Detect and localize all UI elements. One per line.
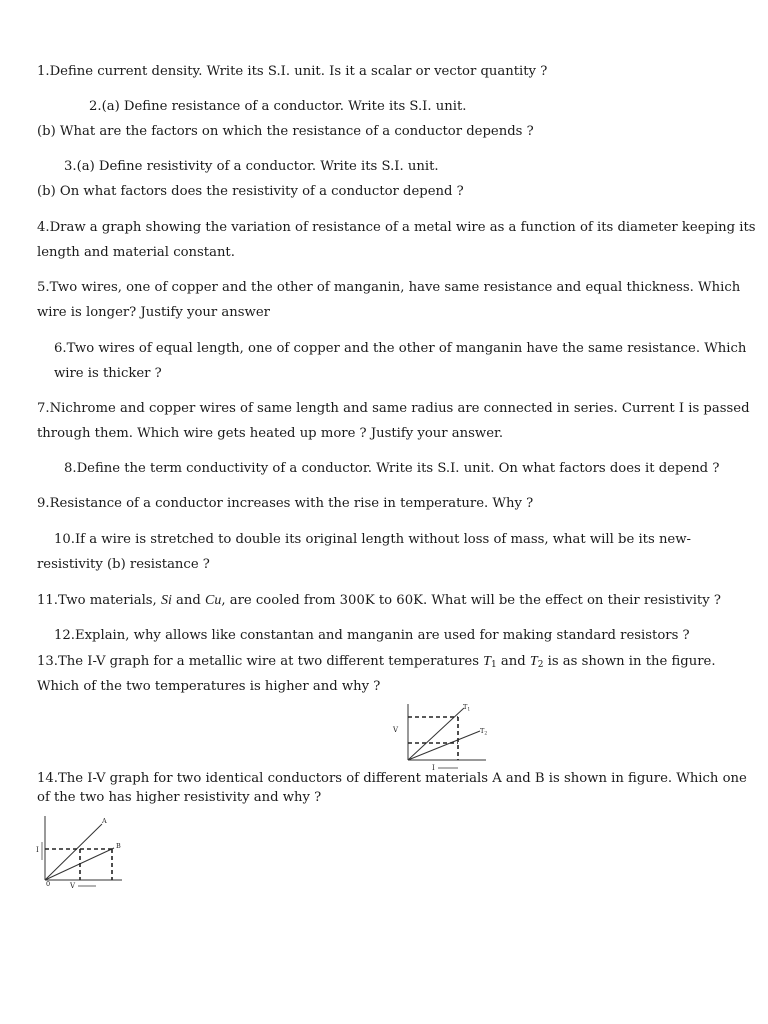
symbol-t2: T	[529, 654, 538, 669]
question-4-line-1: 4.Draw a graph showing the variation of resistance of a metal wire as a function of its diameter keeping its	[37, 220, 756, 235]
label-b: B	[116, 842, 121, 850]
question-13-text-c: is as shown in the figure.	[543, 654, 716, 669]
question-2a: 2.(a) Define resistance of a conductor. Write its S.I. unit.	[89, 99, 467, 114]
line-t1	[408, 708, 464, 760]
y-axis-label: I	[36, 846, 39, 854]
question-12: 12.Explain, why allows like constantan and manganin are used for making standard resistors ?	[54, 628, 690, 643]
question-14-line-2: of the two has higher resistivity and why ?	[37, 790, 322, 805]
question-5-line-2: wire is longer? Justify your answer	[37, 305, 270, 320]
question-13-line-1	[37, 654, 716, 673]
y-axis-label: V	[393, 726, 399, 734]
symbol-cu: Cu	[205, 593, 222, 608]
question-2b: (b) What are the factors on which the resistance of a conductor depends ?	[37, 124, 534, 139]
question-3b: (b) On what factors does the resistivity of a conductor depend ?	[37, 184, 464, 199]
question-11-text-a: 11.Two materials,	[37, 593, 161, 608]
symbol-t1: T	[483, 654, 491, 669]
line-a	[45, 824, 102, 880]
question-14-line-1: 14.The I-V graph for two identical conductors of different materials A and B is shown in figure. Which one	[37, 771, 747, 786]
label-t1: $T_1$	[463, 703, 471, 713]
question-7-line-2: through them. Which wire gets heated up more ? Justify your answer.	[37, 426, 504, 441]
x-axis-label: I	[432, 764, 435, 772]
symbol-t2-sub: 2	[537, 660, 544, 670]
question-5-line-1: 5.Two wires, one of copper and the other of manganin, have same resistance and equal thickness. Which	[37, 280, 741, 295]
question-13-text-b: and	[496, 654, 530, 669]
question-8: 8.Define the term conductivity of a conductor. Write its S.I. unit. On what factors does it depend ?	[64, 461, 720, 476]
question-13-text-a: 13.The I-V graph for a metallic wire at two different temperatures	[37, 654, 484, 669]
x-axis-label: V	[70, 882, 76, 890]
question-4-line-2: length and material constant.	[37, 245, 235, 260]
question-7-line-1: 7.Nichrome and copper wires of same length and same radius are connected in series. Current I is passed	[37, 401, 750, 416]
question-11-text-b: and	[171, 593, 206, 608]
symbol-t1-sub: 1	[490, 660, 497, 670]
question-3a: 3.(a) Define resistivity of a conductor. Write its S.I. unit.	[64, 159, 439, 174]
origin-label: 0	[46, 880, 51, 888]
question-11	[37, 593, 721, 609]
line-t2	[408, 731, 480, 760]
question-11-text-c: , are cooled from 300K to 60K. What will be the effect on their resistivity ?	[221, 593, 721, 608]
question-6-line-1: 6.Two wires of equal length, one of copper and the other of manganin have the same resistance. Which	[54, 341, 747, 356]
question-10-line-2: resistivity (b) resistance ?	[37, 557, 210, 572]
question-13-line-2: Which of the two temperatures is higher and why ?	[37, 679, 381, 694]
question-1: 1.Define current density. Write its S.I. unit. Is it a scalar or vector quantity ?	[37, 64, 548, 79]
figure-13-iv-graph	[388, 698, 498, 774]
question-10-line-1: 10.If a wire is stretched to double its original length without loss of mass, what will be its new-	[54, 532, 691, 547]
question-6-line-2: wire is thicker ?	[54, 366, 162, 381]
figure-14-iv-graph	[30, 812, 126, 892]
symbol-si: Si	[160, 593, 172, 608]
label-t2: $T_2$	[480, 727, 488, 737]
label-a: A	[102, 817, 107, 825]
question-9: 9.Resistance of a conductor increases with the rise in temperature. Why ?	[37, 496, 534, 511]
